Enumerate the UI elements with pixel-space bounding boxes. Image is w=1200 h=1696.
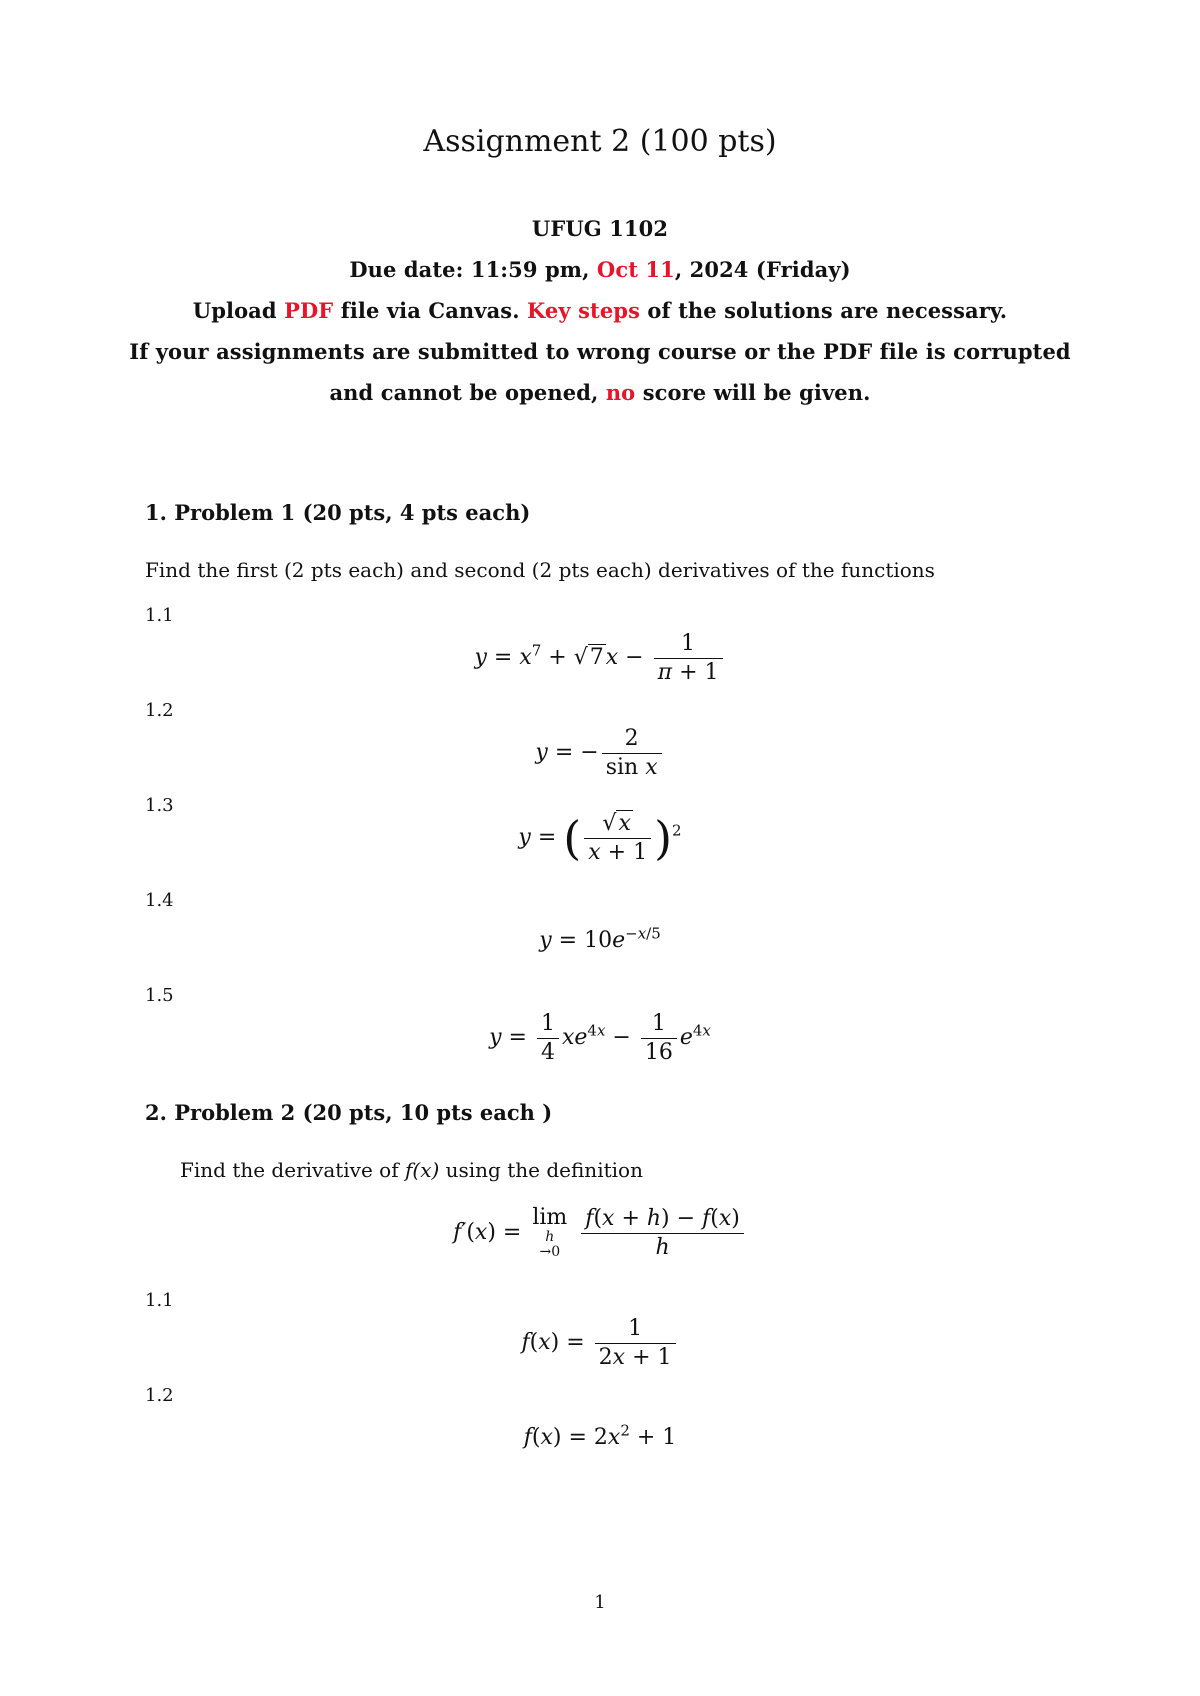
warning-line-2: [0, 380, 1200, 405]
derivative-definition: f′(x) = lim h →0 $\frac{f(x + h) - f(x)}{h}$: [0, 1205, 1200, 1261]
equation-1-2: y = − $\frac{2}{\text{sin x}}$: [0, 725, 1200, 781]
upload-text-1: Upload: [192, 298, 285, 323]
due-date-prefix: Due date: 11:59 pm,: [349, 257, 597, 282]
equation-2-1: f(x) = $\frac{1}{2x + 1}$: [0, 1315, 1200, 1371]
page-title: Assignment 2 (100 pts): [423, 124, 777, 159]
upload-highlight-pdf: PDF: [284, 298, 334, 323]
problem2-instruction-prefix: Find the derivative of: [180, 1158, 405, 1182]
problem1-heading: 1. Problem 1 (20 pts, 4 pts each): [145, 500, 531, 525]
upload-text-3: of the solutions are necessary.: [640, 298, 1008, 323]
due-date-suffix: , 2024 (Friday): [674, 257, 851, 282]
problem1-label-4: 1.4: [145, 890, 174, 911]
page-number: 1: [594, 1592, 606, 1613]
equation-1-1: $y = x^7 + √7x$ − $\frac{1}{\pi + 1}$: [0, 630, 1200, 686]
equation-1-3: y = ( $\frac{√x}{x + 1}$ )$^2$: [518, 811, 682, 865]
upload-text-2: file via Canvas.: [333, 298, 528, 323]
problem2-label-2: 1.2: [145, 1385, 174, 1406]
problem2-instruction-fx: f(x): [404, 1158, 440, 1182]
upload-highlight-key-steps: Key steps: [527, 298, 640, 323]
problem1-instruction: Find the first (2 pts each) and second (2 pts each) derivatives of the functions: [145, 558, 935, 582]
warning-prefix: and cannot be opened,: [329, 380, 606, 405]
warning-line-1: If your assignments are submitted to wrong course or the PDF file is corrupted: [129, 339, 1071, 364]
problem1-label-1: 1.1: [145, 605, 174, 626]
problem2-instruction-suffix: using the definition: [439, 1158, 643, 1182]
warning-suffix: score will be given.: [635, 380, 871, 405]
problem2-instruction: [180, 1158, 643, 1182]
course-code: UFUG 1102: [531, 216, 669, 241]
warning-highlight: no: [605, 380, 636, 405]
upload-instructions: [0, 298, 1200, 323]
problem1-label-5: 1.5: [145, 985, 174, 1006]
equation-2-2: $f(x) = 2x^2 + 1$: [523, 1421, 677, 1450]
problem2-heading: 2. Problem 2 (20 pts, 10 pts each ): [145, 1100, 553, 1125]
problem1-label-2: 1.2: [145, 700, 174, 721]
due-date: [0, 257, 1200, 282]
equation-1-4: $y = 10e^{-x/5}$: [539, 924, 661, 953]
equation-1-5: y = $\frac{1}{4}$ $xe^{4x}$ − $\frac{1}{16}$ $e^{4x}$: [489, 1011, 711, 1065]
due-date-highlight: Oct 11: [596, 257, 675, 282]
problem2-label-1: 1.1: [145, 1290, 174, 1311]
problem1-label-3: 1.3: [145, 795, 174, 816]
